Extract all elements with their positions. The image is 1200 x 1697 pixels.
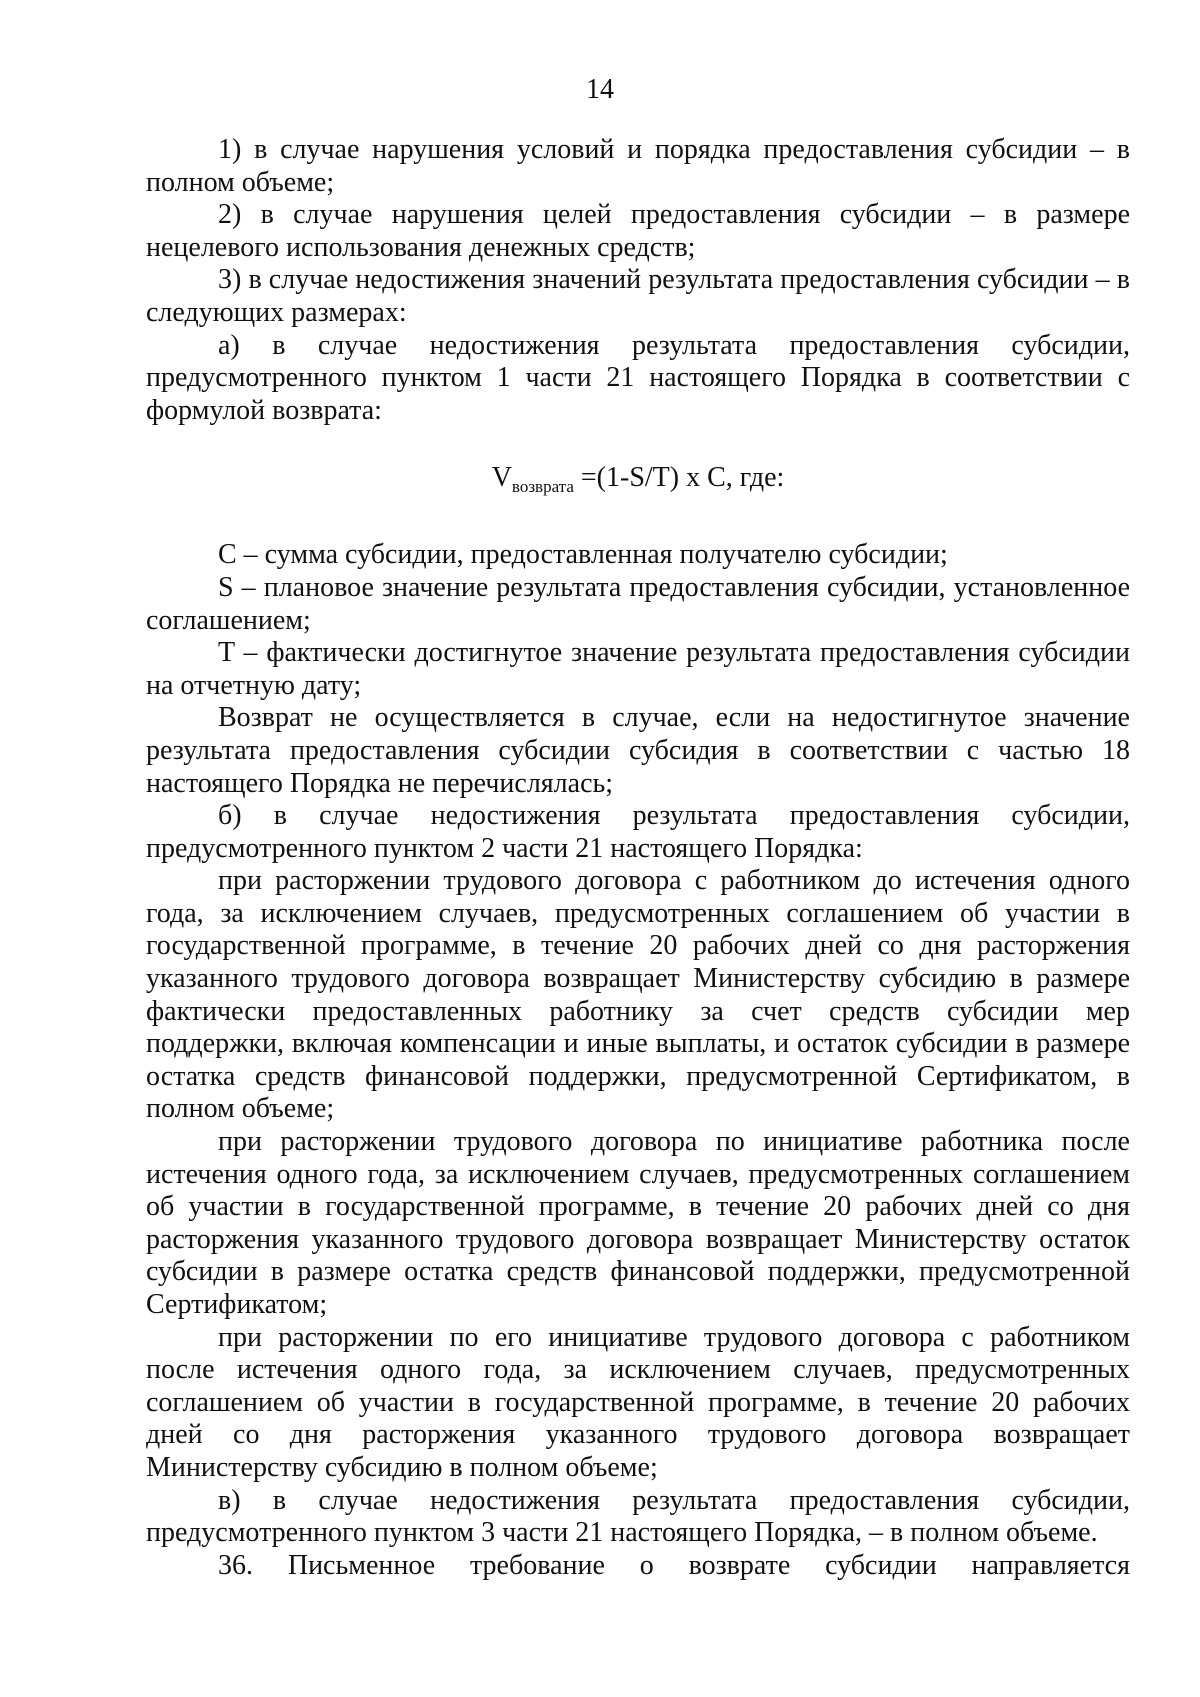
paragraph-item-2: 2) в случае нарушения целей предоставления субсидии – в размере нецелевого использования денежных средств;: [146, 199, 1130, 263]
page-number: 14: [586, 74, 614, 105]
formula-subscript: возврата: [511, 477, 574, 497]
paragraph-subitem-v: в) в случае недостижения результата предоставления субсидии, предусмотренного пунктом 3 части 21 настоящего Порядка, – в полном объеме.: [146, 1484, 1130, 1549]
paragraph-termination-employee-initiative: при расторжении трудового договора по инициативе работника после истечения одного года, за исключением случаев, предусмотренных соглашением об участии в государственной программе, в течение 20 рабочих дней со дня расторжения указанного трудового договора возвращает Министерству остаток субсидии в размере остатка средств финансовой поддержки, предусмотренной Сертификатом;: [146, 1126, 1130, 1320]
formula-expression: =(1-S/T) x C, где:: [573, 462, 785, 494]
definition-s: S – плановое значение результата предоставления субсидии, установленное соглашением;: [146, 571, 1130, 636]
paragraph-termination-before-year: при расторжении трудового договора с работником до истечения одного года, за исключением случаев, предусмотренных соглашением об участии в государственной программе, в течение 20 рабочих дней со дня расторжения указанного трудового договора возвращает Министерству субсидию в размере фактически предоставленных работнику за счет средств субсидии мер поддержки, включая компенсации и иные выплаты, и остаток субсидии в размере остатка средств финансовой поддержки, предусмотренной Сертификатом, в полном объеме;: [146, 865, 1130, 1125]
paragraph-item-3: 3) в случае недостижения значений результата предоставления субсидии – в следующих размерах:: [146, 264, 1130, 328]
paragraph-subitem-a: а) в случае недостижения результата предоставления субсидии, предусмотренного пунктом 1 части 21 настоящего Порядка в соответствии с формулой возврата:: [146, 329, 1130, 426]
paragraph-item-1: 1) в случае нарушения условий и порядка предоставления субсидии – в полном объеме;: [146, 134, 1130, 198]
paragraph-termination-employer-initiative: при расторжении по его инициативе трудового договора с работником после истечения одного года, за исключением случаев, предусмотренных соглашением об участии в государственной программе, в течение 20 рабочих дней со дня расторжения указанного трудового договора возвращает Министерству субсидию в полном объеме;: [146, 1321, 1130, 1483]
definition-c: C – сумма субсидии, предоставленная получателю субсидии;: [218, 539, 948, 571]
definition-t: T – фактически достигнутое значение результата предоставления субсидии на отчетную дату;: [146, 637, 1130, 701]
formula-variable: V: [491, 462, 512, 494]
paragraph-item-36: 36. Письменное требование о возврате субсидии направляется: [218, 1549, 1130, 1581]
paragraph-no-return: Возврат не осуществляется в случае, если на недостигнутое значение результата предоставления субсидии субсидия в соответствии с частью 18 настоящего Порядка не перечислялась;: [146, 702, 1130, 799]
paragraph-subitem-b: б) в случае недостижения результата предоставления субсидии, предусмотренного пунктом 2 части 21 настоящего Порядка:: [146, 800, 1130, 864]
return-formula: [146, 460, 1130, 505]
document-body: [146, 134, 1130, 1582]
